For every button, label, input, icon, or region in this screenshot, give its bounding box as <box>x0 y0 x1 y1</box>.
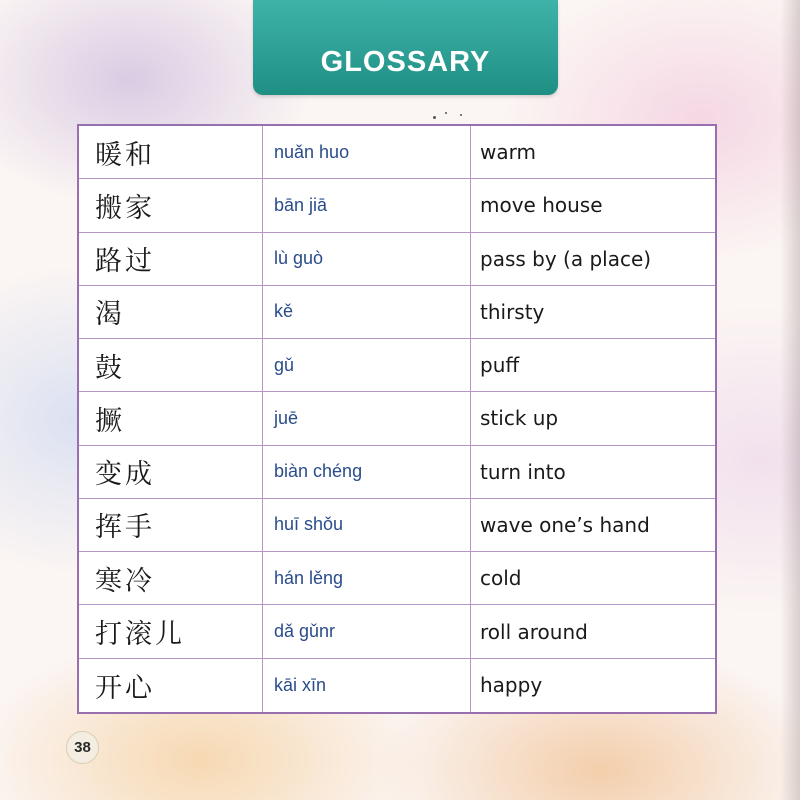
chinese-cell: 打滚儿 <box>79 605 263 657</box>
page-title: GLOSSARY <box>320 46 491 78</box>
chinese-cell: 搬家 <box>79 179 263 231</box>
glossary-table <box>77 124 717 714</box>
page-edge-shadow <box>780 0 800 800</box>
chinese-cell: 暖和 <box>79 126 263 178</box>
english-cell: warm <box>480 140 536 165</box>
speck <box>460 114 462 116</box>
chinese-cell: 寒冷 <box>79 552 263 604</box>
pinyin-cell: kāi xīn <box>263 659 471 712</box>
english-cell: pass by (a place) <box>480 246 652 271</box>
table-row <box>79 392 715 445</box>
pinyin-cell: juē <box>263 392 471 444</box>
chinese-cell: 鼓 <box>79 339 263 391</box>
pinyin-cell: kě <box>263 286 471 338</box>
english-cell: thirsty <box>480 299 545 324</box>
table-row <box>79 286 715 339</box>
english-cell: move house <box>480 193 603 218</box>
table-row <box>79 446 715 499</box>
chinese-cell: 挥手 <box>79 499 263 551</box>
table-row <box>79 659 715 712</box>
pinyin-cell: hán lěng <box>263 552 471 604</box>
pinyin-cell: dǎ gǔnr <box>263 605 471 657</box>
chinese-cell: 开心 <box>79 659 263 712</box>
english-cell: happy <box>480 673 543 698</box>
english-cell: turn into <box>480 459 566 484</box>
chinese-cell: 撅 <box>79 392 263 444</box>
table-row <box>79 552 715 605</box>
english-cell: stick up <box>480 406 559 431</box>
speck <box>433 116 436 119</box>
speck <box>445 112 447 114</box>
table-row <box>79 499 715 552</box>
pinyin-cell: gǔ <box>263 339 471 391</box>
pinyin-cell: huī shǒu <box>263 499 471 551</box>
chinese-cell: 变成 <box>79 446 263 498</box>
chinese-cell: 路过 <box>79 233 263 285</box>
english-cell: cold <box>480 566 522 591</box>
page-number: 38 <box>66 731 99 764</box>
table-row <box>79 179 715 232</box>
pinyin-cell: biàn chéng <box>263 446 471 498</box>
pinyin-cell: nuǎn huo <box>263 126 471 178</box>
table-row <box>79 605 715 658</box>
pinyin-cell: lù guò <box>263 233 471 285</box>
table-row <box>79 126 715 179</box>
table-row <box>79 233 715 286</box>
pinyin-cell: bān jiā <box>263 179 471 231</box>
title-banner <box>253 0 558 95</box>
english-cell: roll around <box>480 619 588 644</box>
table-row <box>79 339 715 392</box>
english-cell: wave one’s hand <box>480 512 650 537</box>
chinese-cell: 渴 <box>79 286 263 338</box>
english-cell: puff <box>480 353 520 378</box>
